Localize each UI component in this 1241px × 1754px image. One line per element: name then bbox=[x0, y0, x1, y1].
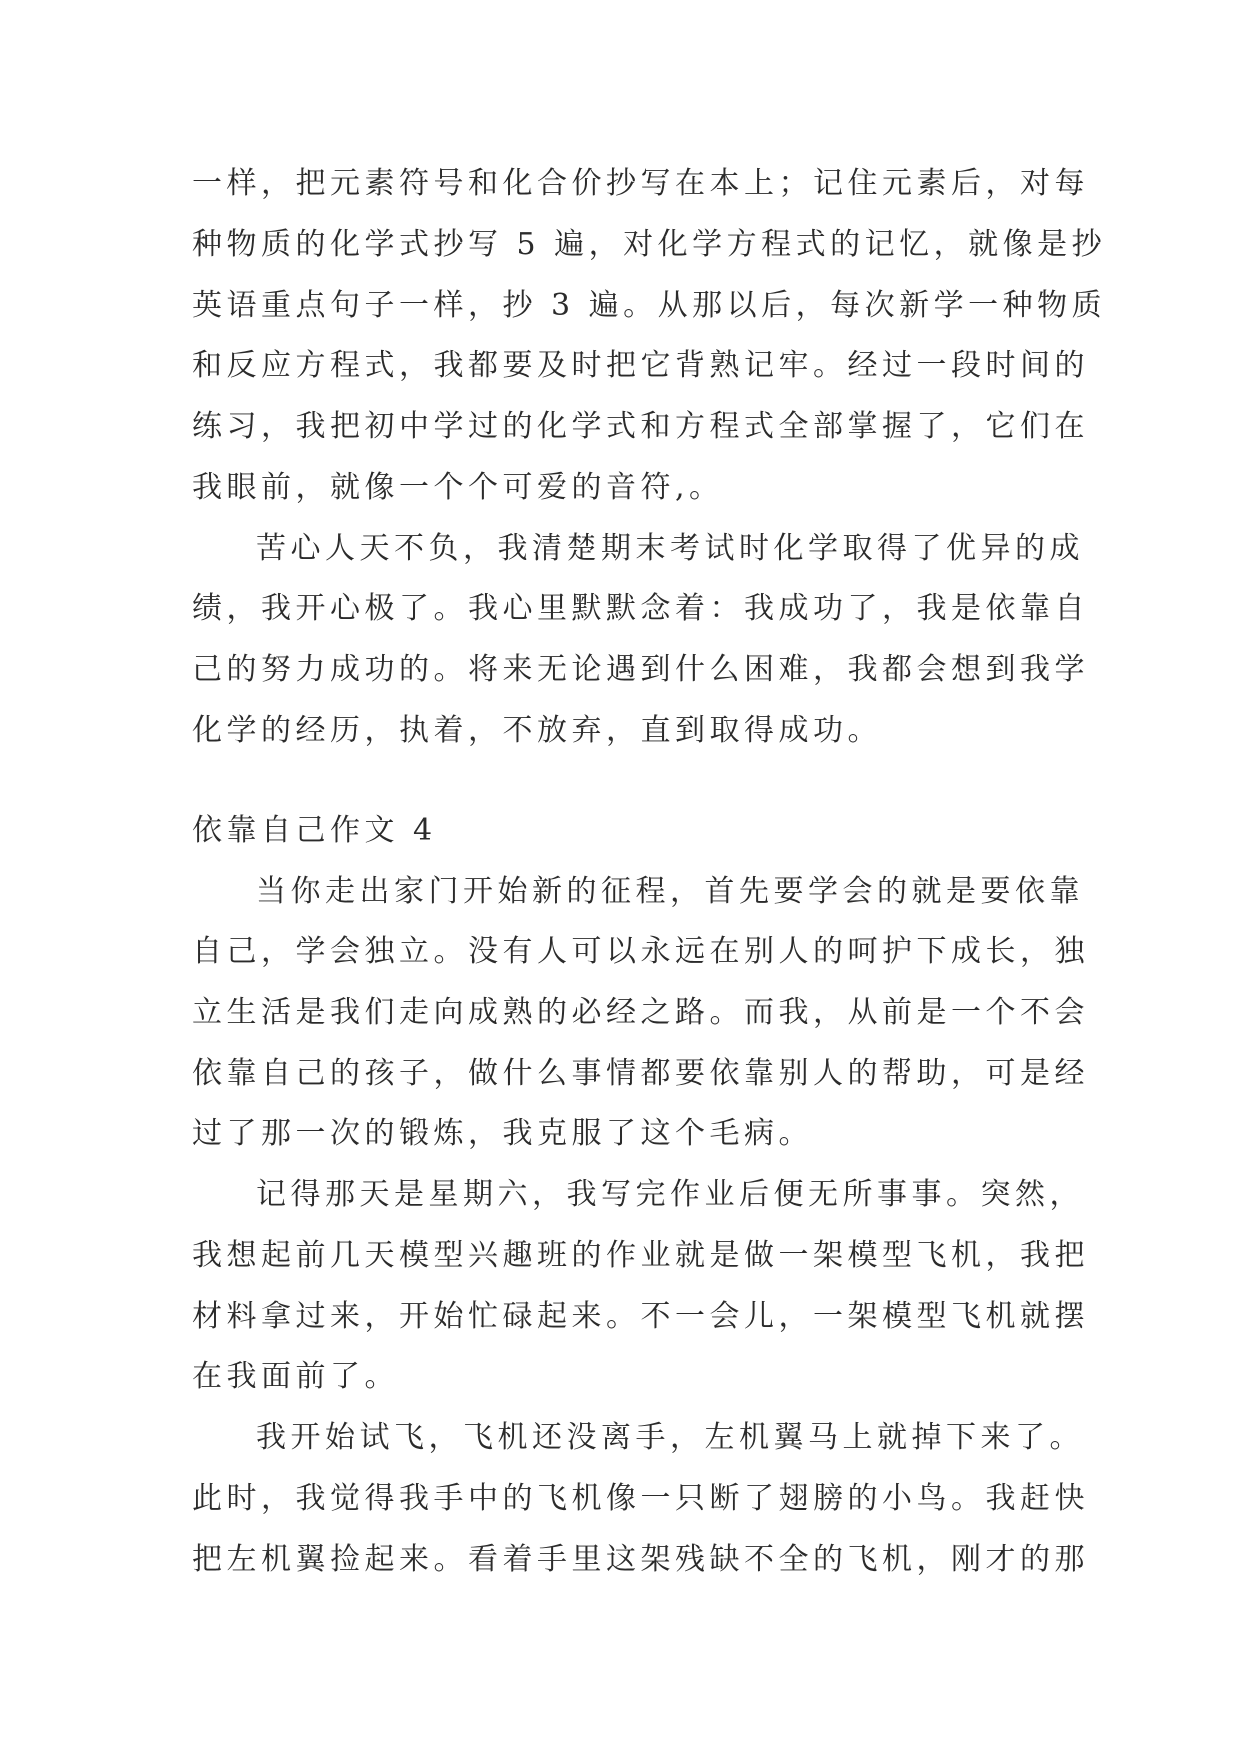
text-line: 和反应方程式，我都要及时把它背熟记牢。经过一段时间的 bbox=[192, 348, 1089, 383]
text-line: 种物质的化学式抄写 5 遍，对化学方程式的记忆，就像是抄 bbox=[192, 227, 1107, 262]
text-line: 绩，我开心极了。我心里默默念着：我成功了，我是依靠自 bbox=[192, 591, 1089, 626]
text-line: 己的努力成功的。将来无论遇到什么困难，我都会想到我学 bbox=[192, 652, 1089, 687]
text-line: 练习，我把初中学过的化学式和方程式全部掌握了，它们在 bbox=[192, 409, 1089, 444]
text-line: 苦心人天不负，我清楚期末考试时化学取得了优异的成 bbox=[256, 531, 1084, 566]
text-line: 材料拿过来，开始忙碌起来。不一会儿，一架模型飞机就摆 bbox=[192, 1299, 1089, 1334]
text-line: 在我面前了。 bbox=[192, 1359, 399, 1394]
text-line: 一样，把元素符号和化合价抄写在本上；记住元素后，对每 bbox=[192, 166, 1089, 201]
text-line: 过了那一次的锻炼，我克服了这个毛病。 bbox=[192, 1116, 813, 1151]
text-line: 英语重点句子一样，抄 3 遍。从那以后，每次新学一种物质 bbox=[192, 288, 1107, 323]
text-line: 把左机翼捡起来。看着手里这架残缺不全的飞机，刚才的那 bbox=[192, 1542, 1089, 1577]
text-line: 我眼前，就像一个个可爱的音符,。 bbox=[192, 470, 724, 505]
text-line: 此时，我觉得我手中的飞机像一只断了翅膀的小鸟。我赶快 bbox=[192, 1481, 1089, 1516]
section-heading: 依靠自己作文 4 bbox=[192, 813, 437, 848]
text-line: 立生活是我们走向成熟的必经之路。而我，从前是一个不会 bbox=[192, 995, 1089, 1030]
text-line: 我想起前几天模型兴趣班的作业就是做一架模型飞机，我把 bbox=[192, 1238, 1089, 1273]
text-line: 自己，学会独立。没有人可以永远在别人的呵护下成长，独 bbox=[192, 934, 1089, 969]
text-line: 化学的经历，执着，不放弃，直到取得成功。 bbox=[192, 713, 882, 748]
text-line: 当你走出家门开始新的征程，首先要学会的就是要依靠 bbox=[256, 874, 1084, 909]
text-line: 记得那天是星期六，我写完作业后便无所事事。突然， bbox=[256, 1177, 1084, 1212]
text-line: 依靠自己的孩子，做什么事情都要依靠别人的帮助，可是经 bbox=[192, 1056, 1089, 1091]
text-line: 我开始试飞，飞机还没离手，左机翼马上就掉下来了。 bbox=[256, 1420, 1084, 1455]
